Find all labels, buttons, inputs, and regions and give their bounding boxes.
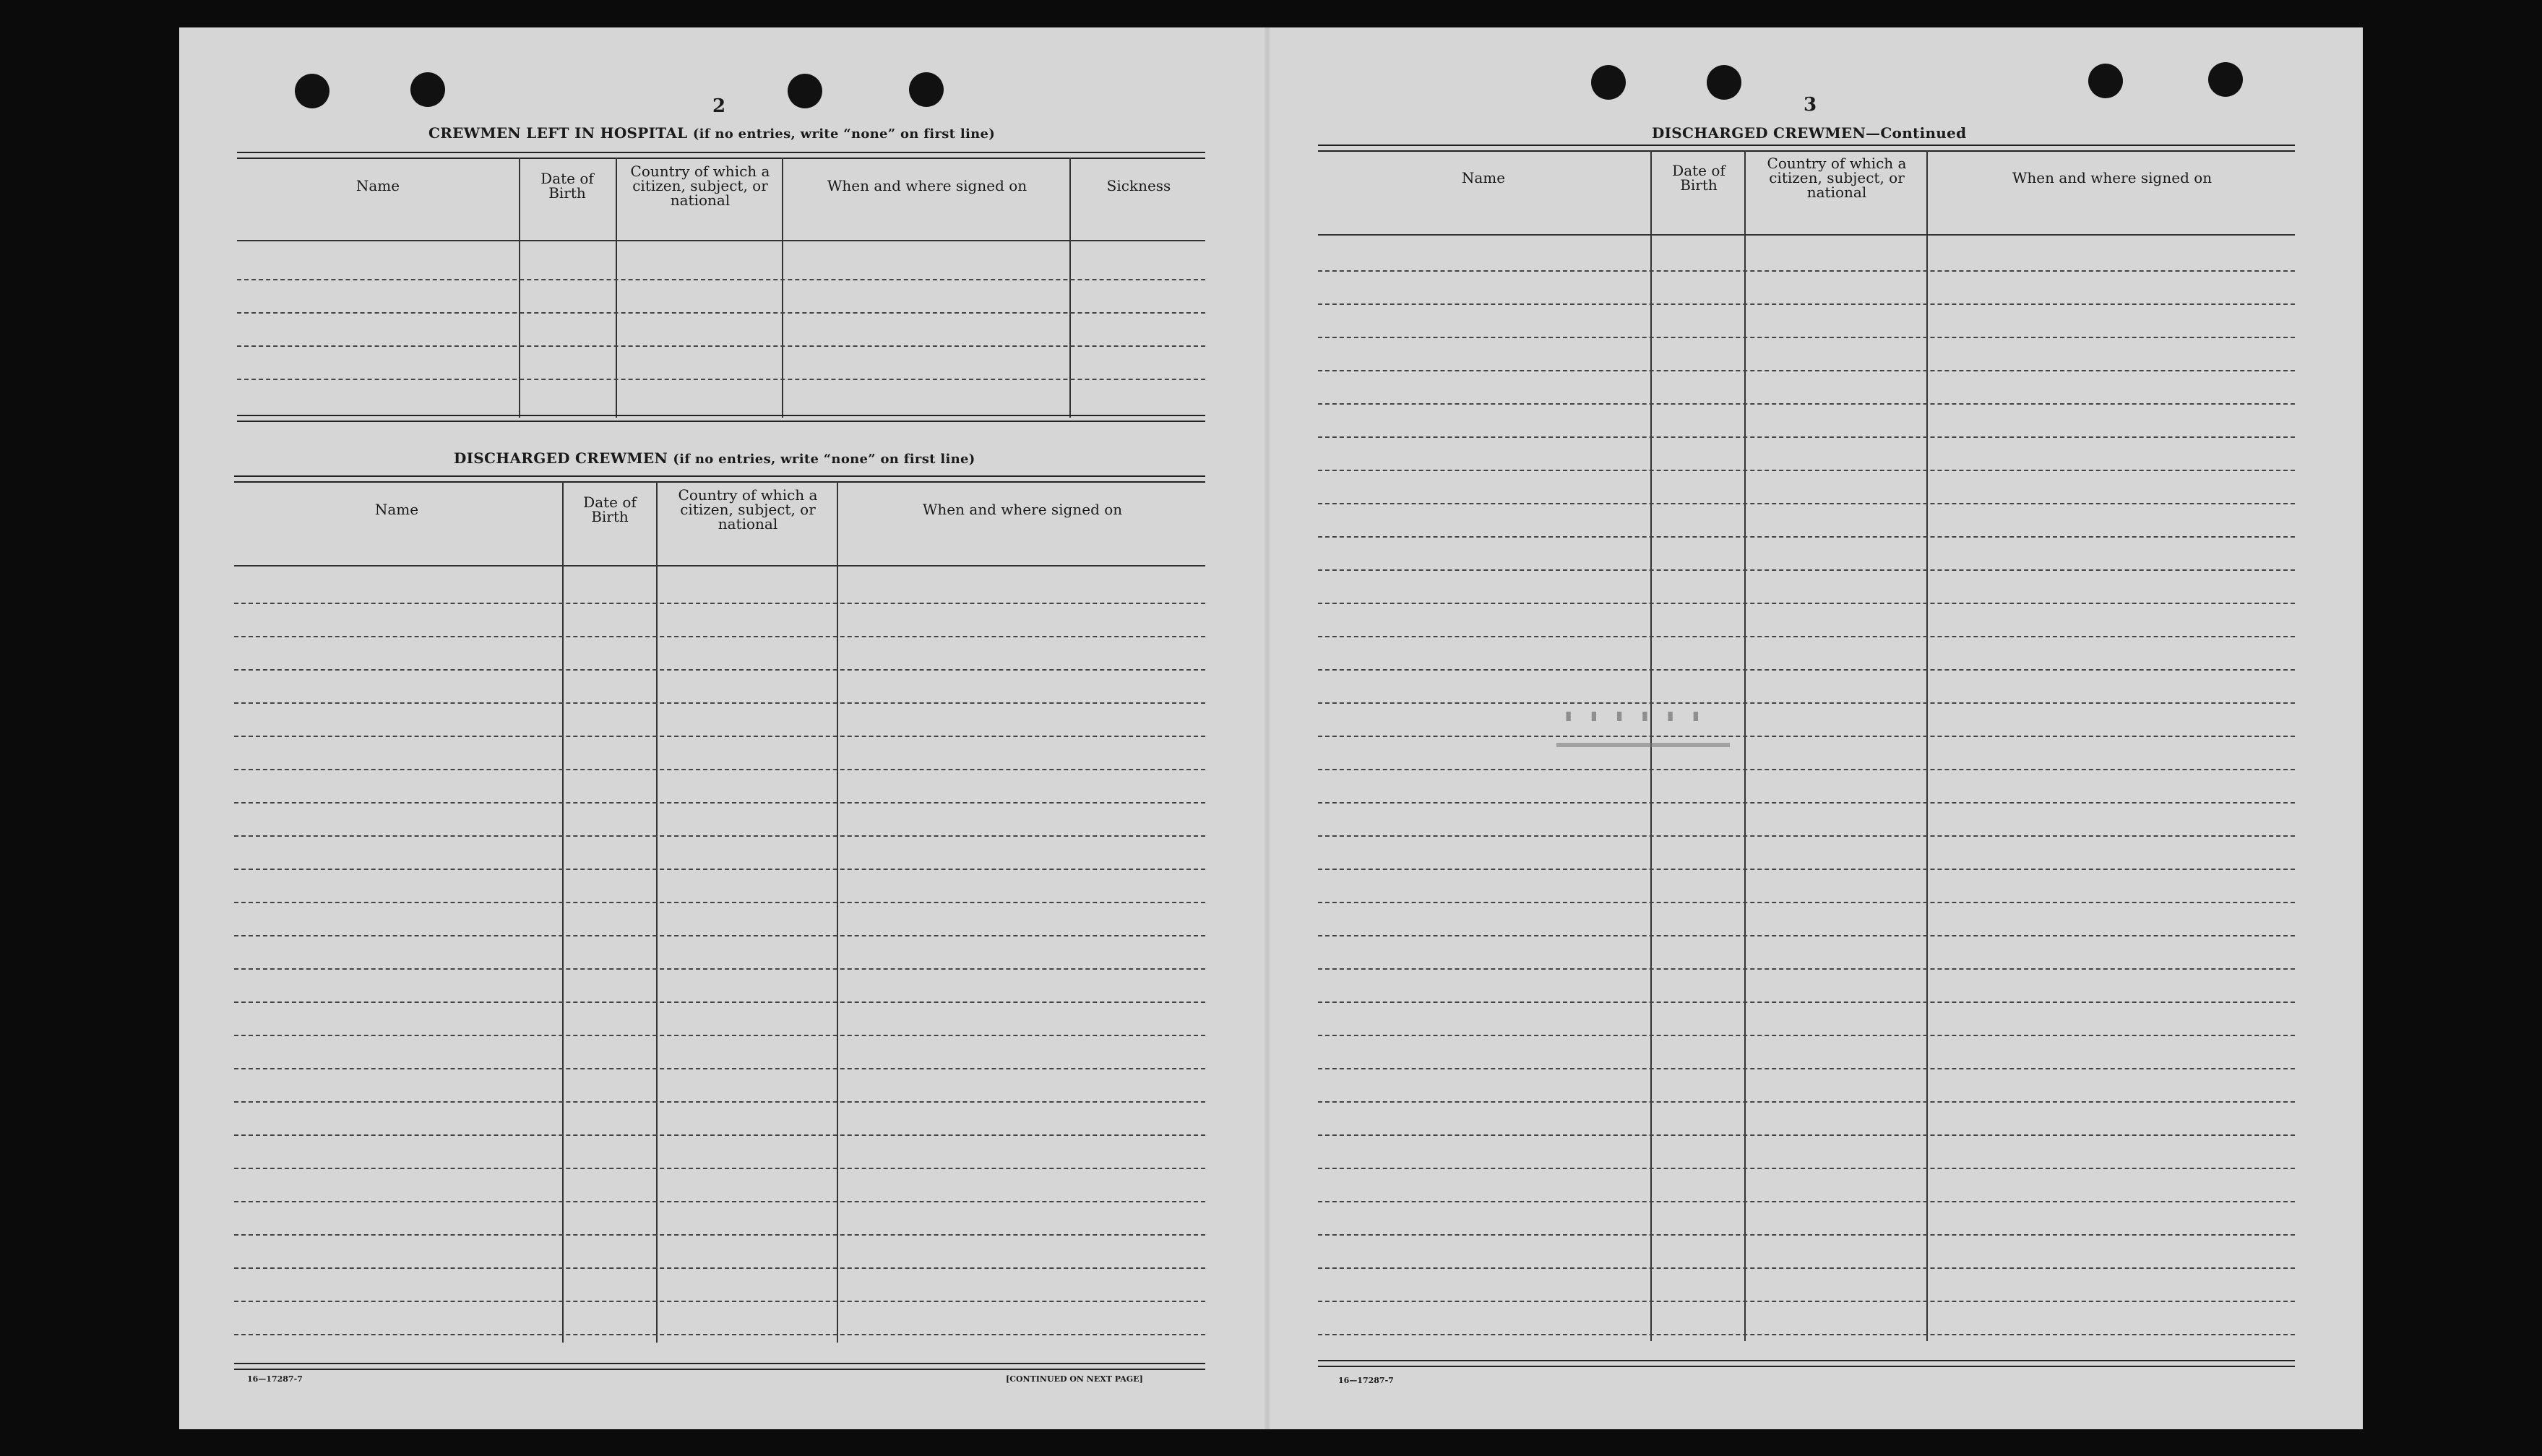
page-number: 3 — [1804, 94, 1817, 116]
hospital-section-title — [428, 124, 995, 142]
column-divider — [837, 481, 838, 1343]
page-number: 2 — [712, 95, 726, 117]
column-divider — [1744, 150, 1746, 1341]
hospital-table — [237, 152, 1205, 455]
col-header-name: Name — [1461, 169, 1506, 186]
entry-line — [1318, 769, 2295, 770]
entry-line — [1318, 337, 2295, 338]
entry-line — [1318, 1101, 2295, 1103]
faded-ink-smudge — [1556, 743, 1730, 747]
header-underline — [234, 565, 564, 567]
entry-line — [234, 935, 1205, 936]
discharged-title-note: (if no entries, write “none” on first line) — [673, 452, 975, 467]
table-bottom-rule — [237, 415, 1205, 422]
entry-line — [1318, 1201, 2295, 1202]
entry-line — [1318, 1068, 2295, 1069]
left-page — [179, 27, 1269, 1429]
continued-note: [CONTINUED ON NEXT PAGE] — [1006, 1374, 1143, 1384]
discharged-continued-table — [1318, 145, 2295, 1380]
entry-line — [1318, 436, 2295, 438]
entry-line — [237, 279, 1205, 280]
header-underline — [617, 240, 783, 241]
entry-line — [1318, 802, 2295, 804]
entry-line — [1318, 968, 2295, 970]
header-underline — [564, 565, 658, 567]
col-header-signed-on: When and where signed on — [2012, 169, 2213, 186]
col-header-name: Name — [356, 177, 400, 194]
entry-line — [234, 802, 1205, 804]
entry-line — [1318, 736, 2295, 737]
header-underline — [1928, 234, 2295, 236]
entry-line — [234, 902, 1205, 903]
punch-hole-icon — [1591, 65, 1626, 100]
entry-line — [1318, 1334, 2295, 1335]
entry-line — [234, 835, 1205, 837]
form-number: 16—17287-7 — [1338, 1376, 1394, 1385]
entry-line — [1318, 869, 2295, 870]
entry-line — [1318, 935, 2295, 936]
col-header-signed-on: When and where signed on — [922, 501, 1123, 518]
entry-line — [234, 968, 1205, 970]
discharged-continued-title: DISCHARGED CREWMEN—Continued — [1652, 124, 1967, 142]
header-underline — [1746, 234, 1928, 236]
entry-line — [234, 702, 1205, 704]
entry-line — [234, 1301, 1205, 1302]
col-header-country: Country of which a citizen, subject, or national — [630, 163, 770, 209]
header-underline — [1652, 234, 1746, 236]
entry-line — [1318, 303, 2295, 305]
hospital-title-note: (if no entries, write “none” on first line) — [692, 126, 996, 142]
entry-line — [234, 603, 1205, 604]
entry-line — [1318, 1267, 2295, 1269]
punch-hole-icon — [788, 74, 822, 108]
punch-hole-icon — [2208, 62, 2243, 97]
header-underline — [1071, 240, 1205, 241]
discharged-table — [234, 475, 1205, 1371]
col-header-signed-on: When and where signed on — [827, 177, 1027, 194]
column-divider — [562, 481, 564, 1343]
entry-line — [1318, 1234, 2295, 1236]
entry-line — [1318, 270, 2295, 272]
entry-line — [237, 379, 1205, 380]
col-header-date-of-birth: Date of Birth — [540, 170, 594, 202]
entry-line — [237, 312, 1205, 314]
header-underline — [1318, 234, 1652, 236]
header-underline — [838, 565, 1205, 567]
header-underline — [658, 565, 838, 567]
entry-line — [1318, 603, 2295, 604]
entry-line — [234, 869, 1205, 870]
discharged-title-text: DISCHARGED CREWMEN — [454, 449, 668, 467]
entry-line — [1318, 370, 2295, 371]
entry-line — [1318, 902, 2295, 903]
entry-line — [234, 1201, 1205, 1202]
entry-line — [234, 1267, 1205, 1269]
entry-line — [234, 1334, 1205, 1335]
entry-line — [234, 1101, 1205, 1103]
punch-hole-icon — [295, 74, 329, 108]
col-header-date-of-birth: Date of Birth — [1672, 162, 1725, 194]
entry-line — [1318, 835, 2295, 837]
entry-line — [1318, 1035, 2295, 1036]
entry-line — [234, 669, 1205, 671]
table-bottom-rule — [1318, 1360, 2295, 1367]
punch-hole-icon — [909, 72, 944, 107]
entry-line — [1318, 702, 2295, 704]
entry-line — [234, 1168, 1205, 1169]
col-header-country: Country of which a citizen, subject, or national — [1767, 155, 1907, 201]
entry-line — [1318, 1301, 2295, 1302]
header-underline — [520, 240, 616, 241]
punch-hole-icon — [2088, 64, 2123, 98]
entry-line — [234, 769, 1205, 770]
col-header-country: Country of which a citizen, subject, or national — [678, 486, 818, 533]
entry-line — [1318, 669, 2295, 671]
entry-line — [1318, 1134, 2295, 1136]
entry-line — [234, 1035, 1205, 1036]
entry-line — [1318, 503, 2295, 504]
right-page — [1269, 27, 2363, 1429]
col-header-name: Name — [374, 501, 419, 518]
col-header-date-of-birth: Date of Birth — [583, 494, 637, 525]
discharged-section-title — [454, 449, 975, 467]
entry-line — [234, 1001, 1205, 1003]
faded-stamp-mark: ▮▮▮▮▮▮ — [1564, 707, 1717, 725]
header-underline — [783, 240, 1071, 241]
form-number: 16—17287-7 — [247, 1374, 303, 1384]
entry-line — [1318, 536, 2295, 538]
column-divider — [1926, 150, 1928, 1341]
entry-line — [1318, 636, 2295, 637]
table-bottom-rule — [234, 1363, 1205, 1370]
entry-line — [1318, 470, 2295, 471]
col-header-sickness: Sickness — [1106, 177, 1171, 194]
punch-hole-icon — [1707, 65, 1741, 100]
entry-line — [1318, 403, 2295, 405]
entry-line — [234, 736, 1205, 737]
punch-hole-icon — [410, 72, 445, 107]
entry-line — [234, 636, 1205, 637]
entry-line — [237, 345, 1205, 347]
entry-line — [1318, 569, 2295, 571]
column-divider — [656, 481, 658, 1343]
entry-line — [234, 1134, 1205, 1136]
entry-line — [1318, 1001, 2295, 1003]
entry-line — [234, 1234, 1205, 1236]
document-sheet — [179, 27, 2363, 1429]
hospital-title-text: CREWMEN LEFT IN HOSPITAL — [428, 124, 688, 142]
entry-line — [234, 1068, 1205, 1069]
header-underline — [237, 240, 520, 241]
entry-line — [1318, 1168, 2295, 1169]
